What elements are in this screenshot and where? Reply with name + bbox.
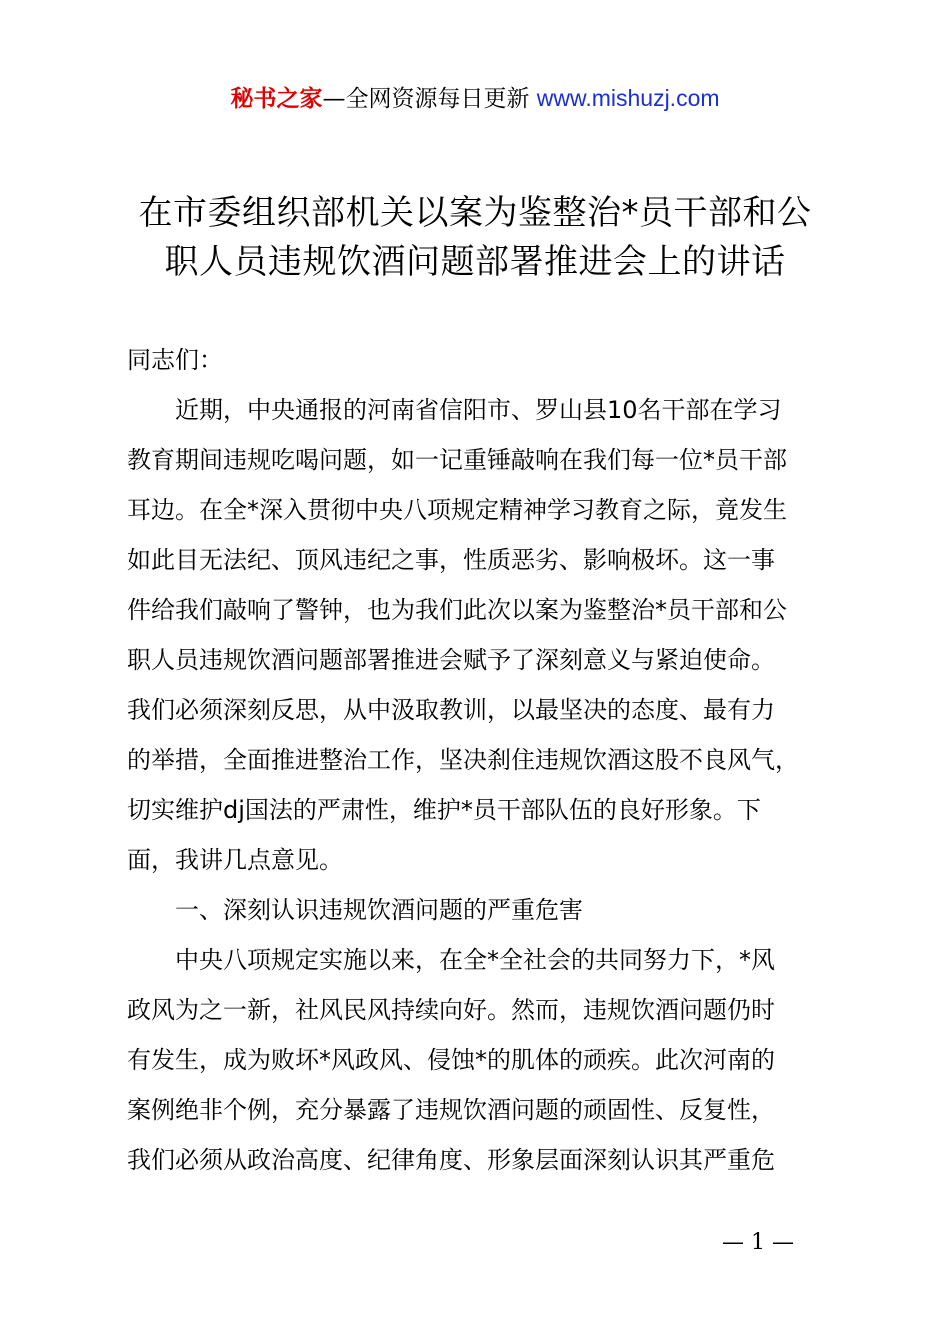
body-line: 切实维护dj国法的严肃性，维护*员干部队伍的良好形象。下	[127, 796, 761, 824]
site-url[interactable]: www.mishuzj.com	[536, 85, 720, 111]
section-heading: 一、深刻认识违规饮酒问题的严重危害	[127, 896, 583, 924]
body-line: 耳边。在全*深入贯彻中央八项规定精神学习教育之际，竟发生	[127, 496, 787, 524]
body-line: 我们必须深刻反思，从中汲取教训，以最坚决的态度、最有力	[127, 696, 775, 724]
body-line: 职人员违规饮酒问题部署推进会赋予了深刻意义与紧迫使命。	[127, 646, 775, 674]
body-line: 政风为之一新，社风民风持续向好。然而，违规饮酒问题仍时	[127, 996, 775, 1024]
document-title-line-1: 在市委组织部机关以案为鉴整治*员干部和公	[138, 193, 812, 233]
body-line: 教育期间违规吃喝问题，如一记重锤敲响在我们每一位*员干部	[127, 446, 787, 474]
body-line: 的举措，全面推进整治工作，坚决刹住违规饮酒这股不良风气，	[127, 746, 799, 774]
body-line: 面，我讲几点意见。	[127, 846, 343, 874]
brand-name: 秘书之家	[230, 86, 323, 112]
body-line: 有发生，成为败坏*风政风、侵蚀*的肌体的顽疾。此次河南的	[127, 1046, 775, 1074]
body-line: 我们必须从政治高度、纪律角度、形象层面深刻认识其严重危	[127, 1146, 775, 1174]
body-line: 中央八项规定实施以来，在全*全社会的共同努力下，*风	[127, 946, 775, 974]
document-title-line-2: 职人员违规饮酒问题部署推进会上的讲话	[164, 242, 786, 282]
page-number: — 1 —	[722, 1230, 794, 1255]
body-line: 案例绝非个例，充分暴露了违规饮酒问题的顽固性、反复性，	[127, 1096, 775, 1124]
body-line: 如此目无法纪、顶风违纪之事，性质恶劣、影响极坏。这一事	[127, 546, 775, 574]
body-line: 件给我们敲响了警钟，也为我们此次以案为鉴整治*员干部和公	[127, 596, 787, 624]
site-header	[0, 80, 950, 113]
body-line: 近期，中央通报的河南省信阳市、罗山县10名干部在学习	[127, 396, 782, 424]
header-tagline: —全网资源每日更新	[322, 86, 530, 112]
body-line: 同志们：	[127, 346, 223, 374]
